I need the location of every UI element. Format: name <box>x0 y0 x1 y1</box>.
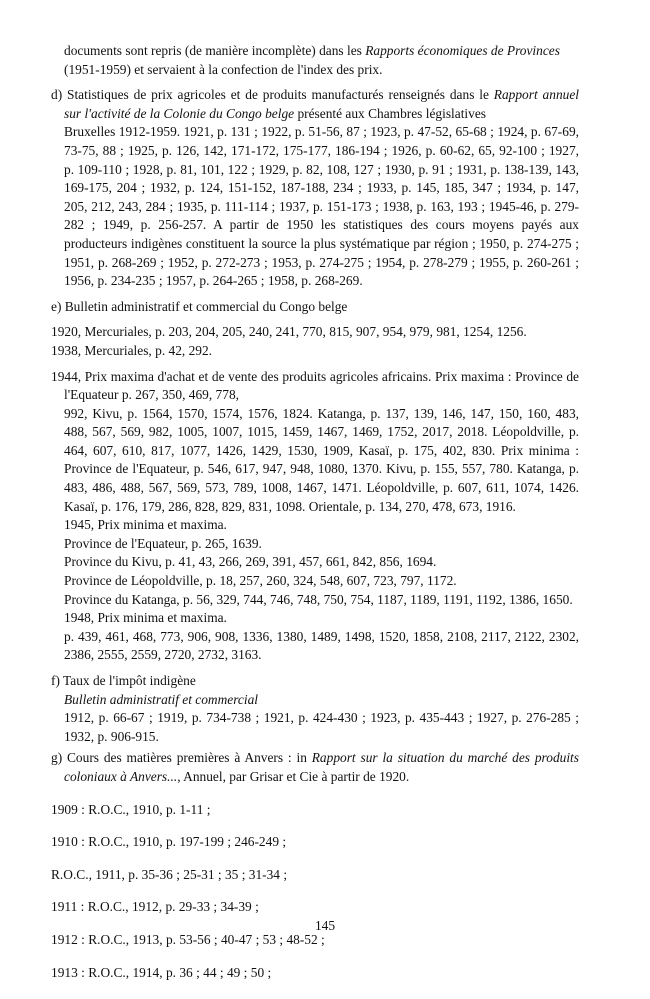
intro-text: documents sont repris (de manière incomplète) dans les <box>64 43 366 58</box>
entry-1948-pages: p. 439, 461, 468, 773, 906, 908, 1336, 1380, 1489, 1498, 1520, 1858, 2108, 2117, 2122, 2302, 2386, 2555, 2559, 2720, 2732, 3163. <box>64 628 579 663</box>
entry-1945-leopoldville: Province de Léopoldville, p. 18, 257, 260, 324, 548, 607, 723, 797, 1172. <box>64 573 457 589</box>
section-f-subheading <box>51 691 579 710</box>
entry-1944-body: 992, Kivu, p. 1564, 1570, 1574, 1576, 1824. Katanga, p. 137, 139, 146, 147, 150, 160, 483, 488, 567, 569, 982, 1005, 1007, 1015, 1459, 1467, 1469, 1752, 2017, 2018. Léopoldville, p. 464, 607, 610, 817, 1077, 1426, 1429, 1530, 1909, Kasaï, p. 175, 402, 830. Prix minima : Province de l'Equateur, p. 546, 617, 947, 948, 1080, 1370. Kivu, p. 155, 557, 780. Katanga, p. 483, 486, 488, 567, 569, 573, 789, 1008, 1467, 1471. Léopoldville, p. 607, 611, 1074, 1426. Kasaï, p. 176, 179, 286, 828, 829, 831, 1098. Orientale, p. 134, 270, 478, 673, 1916. <box>64 405 579 514</box>
entry-1944 <box>51 368 579 666</box>
section-d <box>51 86 579 291</box>
section-f-heading: f) Taux de l'impôt indigène <box>51 673 196 688</box>
section-g-heading-text: g) Cours des matières premières à Anvers : in <box>51 750 312 766</box>
document-page <box>51 42 579 982</box>
section-d-heading <box>51 86 579 123</box>
section-g-heading-tail: , Annuel, par Grisar et Cie à partir de 1920. <box>177 768 410 784</box>
section-d-body: Bruxelles 1912-1959. 1921, p. 131 ; 1922, p. 51-56, 87 ; 1923, p. 47-52, 65-68 ; 1924, p. 67-69, 73-75, 88 ; 1925, p. 126, 142, 171-172, 175-177, 186-194 ; 1926, p. 60-62, 65, 92-100 ; 1927, p. 109-110 ; 1928, p. 81, 101, 122 ; 1929, p. 82, 108, 127 ; 1930, p. 91 ; 1931, p. 138-139, 143, 169-175, 204 ; 1932, p. 124, 151-152, 187-188, 234 ; 1933, p. 145, 185, 347 ; 1934, p. 147, 205, 212, 243, 284 ; 1935, p. 111-114 ; 1937, p. 151-173 ; 1938, p. 163, 193 ; 1945-46, p. 279-282 ; 1949, p. 256-257. A partir de 1950 les statistiques des cours moyens payés aux producteurs indigènes constituent la source la plus systématique par région ; 1950, p. 274-275 ; 1951, p. 268-269 ; 1952, p. 272-273 ; 1953, p. 274-275 ; 1954, p. 278-279 ; 1955, p. 260-261 ; 1956, p. 234-235 ; 1957, p. 264-265 ; 1958, p. 268-269. <box>64 124 579 289</box>
entry-1945-equateur: Province de l'Equateur, p. 265, 1639. <box>64 535 262 551</box>
section-d-heading-text: d) Statistiques de prix agricoles et de produits manufacturés renseignés dans le <box>51 87 494 103</box>
list-item: 1911 : R.O.C., 1912, p. 29-33 ; 34-39 ; <box>51 899 259 915</box>
entry-1944-heading: 1944, Prix maxima d'achat et de vente des produits agricoles africains. Prix maxima : Province de l'Equateur p. 267, 350, 469, 778, <box>51 368 579 403</box>
entry-1938: 1938, Mercuriales, p. 42, 292. <box>51 342 213 358</box>
page-number: 145 <box>314 918 336 933</box>
section-g-heading <box>51 749 579 786</box>
entry-1945-heading: 1945, Prix minima et maxima. <box>64 517 227 533</box>
section-f <box>51 672 579 746</box>
list-item: 1912 : R.O.C., 1913, p. 53-56 ; 40-47 ; 53 ; 48-52 ; <box>51 931 325 947</box>
list-item: 1909 : R.O.C., 1910, p. 1-11 ; <box>51 801 211 817</box>
section-f-body: 1912, p. 66-67 ; 1919, p. 734-738 ; 1921, p. 424-430 ; 1923, p. 435-443 ; 1927, p. 276-285 ; 1932, p. 906-915. <box>64 710 579 744</box>
section-f-subheading-italic: Bulletin administratif et commercial <box>64 691 259 707</box>
section-g-heading-italic: Rapport sur la situation du marché des produits coloniaux à Anvers... <box>64 750 579 784</box>
list-item: 1913 : R.O.C., 1914, p. 36 ; 44 ; 49 ; 50 ; <box>51 964 272 980</box>
section-e <box>51 298 579 665</box>
section-e-heading: e) Bulletin administratif et commercial du Congo belge <box>51 298 348 314</box>
entry-1948-heading: 1948, Prix minima et maxima. <box>64 610 227 626</box>
entry-1945-katanga: Province du Katanga, p. 56, 329, 744, 746, 748, 750, 754, 1187, 1189, 1191, 1192, 1386, 1650. <box>64 591 573 607</box>
section-d-heading-tail: présenté aux Chambres législatives <box>294 105 486 121</box>
entry-1920: 1920, Mercuriales, p. 203, 204, 205, 240, 241, 770, 815, 907, 954, 979, 981, 1254, 1256. <box>51 324 527 340</box>
intro-line-2: (1951-1959) et servaient à la confection de l'index des prix. <box>64 61 383 77</box>
entry-1945-kivu: Province du Kivu, p. 41, 43, 266, 269, 391, 457, 661, 842, 856, 1694. <box>64 554 437 570</box>
intro-italic-title: Rapports économiques de Provinces <box>365 43 560 58</box>
section-g <box>51 749 579 982</box>
list-item: R.O.C., 1911, p. 35-36 ; 25-31 ; 35 ; 31-34 ; <box>51 866 288 882</box>
list-item: 1910 : R.O.C., 1910, p. 197-199 ; 246-249 ; <box>51 834 287 850</box>
intro-paragraph <box>51 42 579 79</box>
section-d-heading-italic: Rapport annuel sur l'activité de la Colonie du Congo belge <box>64 87 579 121</box>
